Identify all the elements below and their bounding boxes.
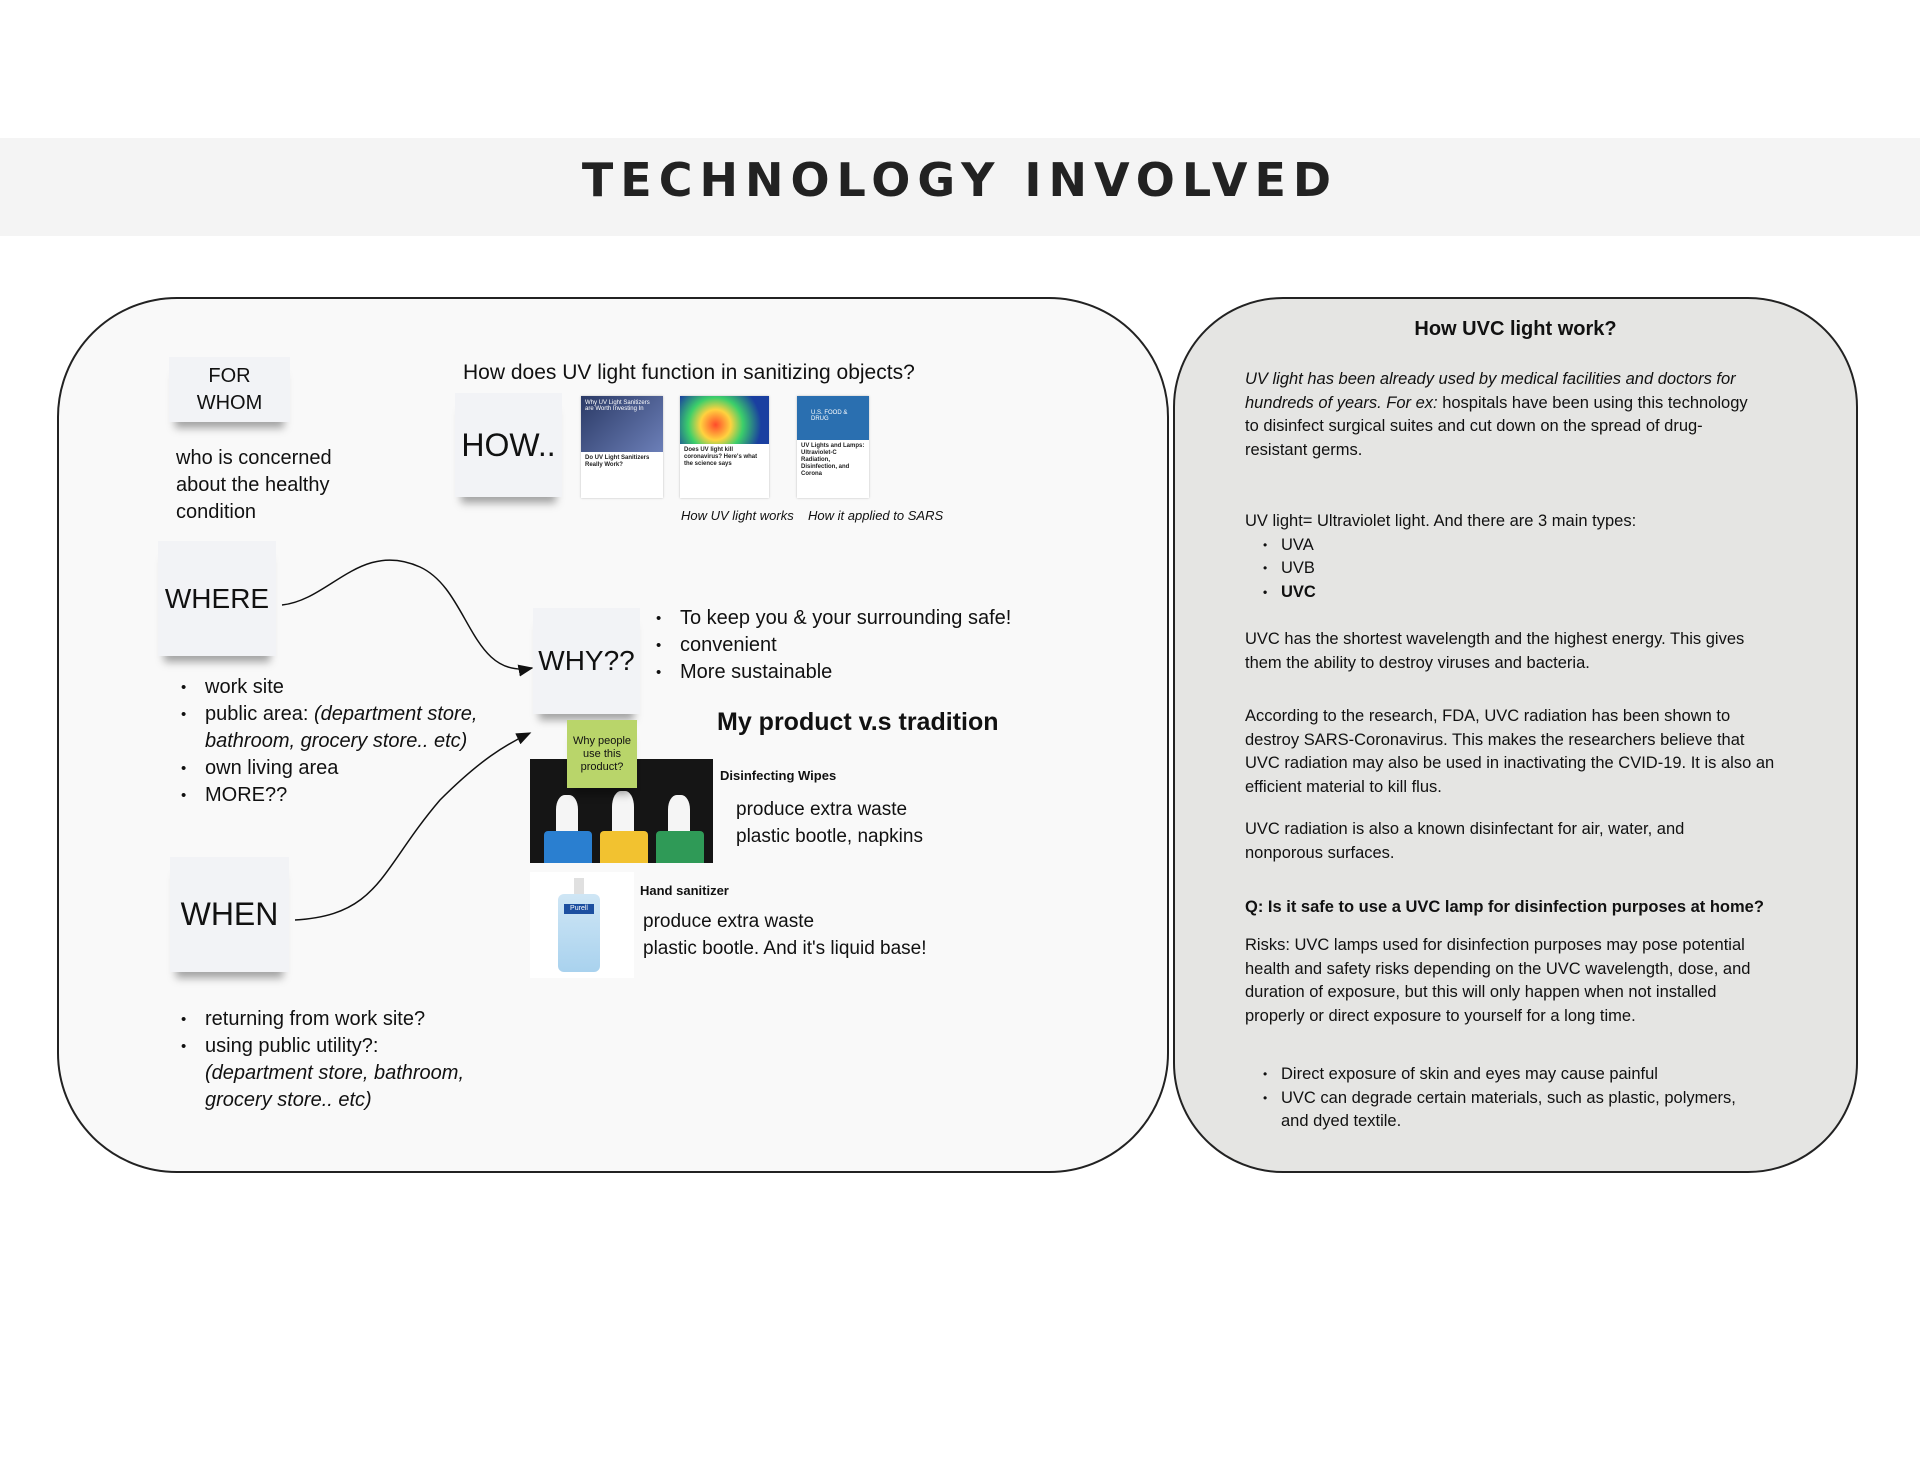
list-item: • using public utility?: (department store, bathroom, grocery store.. etc)	[205, 1033, 495, 1114]
where-list	[177, 674, 495, 809]
list-item: • UVB	[1281, 557, 1765, 581]
how-sticky: HOW..	[455, 393, 562, 497]
list-item: • To keep you & your surrounding safe!	[680, 605, 1080, 632]
how-question: How does UV light function in sanitizing objects?	[463, 361, 915, 384]
why-list	[652, 605, 1080, 686]
list-item: • UVA	[1281, 534, 1765, 558]
wipes-canister	[656, 831, 704, 863]
wipes-text: produce extra waste plastic bootle, napkins	[736, 799, 923, 847]
list-item: • UVC	[1281, 581, 1765, 605]
article-thumbnail[interactable]	[797, 396, 869, 498]
wipes-label: Disinfecting Wipes	[720, 768, 837, 783]
when-sticky: WHEN	[170, 857, 289, 972]
sanitizer-label: Hand sanitizer	[640, 883, 729, 898]
where-to-why-arrow	[282, 560, 532, 669]
list-item: • public area: (department store, bathroom, grocery store.. etc)	[205, 701, 495, 755]
where-sticky: WHERE	[158, 541, 276, 656]
article-title: Does UV light kill coronavirus? Here's what the science says	[684, 447, 758, 467]
article-title: Do UV Light Sanitizers Really Work?	[585, 455, 650, 468]
uvc-paragraph: UVC radiation is also a known disinfectant for air, water, and nonporous surfaces.	[1245, 820, 1685, 862]
safety-question: Q: Is it safe to use a UVC lamp for disinfection purposes at home?	[1245, 898, 1764, 916]
uvc-paragraph: According to the research, FDA, UVC radiation has been shown to destroy SARS-Coronavirus. This makes the researchers believe that UVC radiation may also be used in inactivating the CVID-19. It is also an efficient material to kill flus.	[1245, 707, 1775, 796]
list-item: • More sustainable	[680, 659, 1080, 686]
wipe-tissue	[668, 795, 690, 831]
uvc-types: UV light= Ultraviolet light. And there are 3 main types: • UVA • UVB • UVC	[1245, 510, 1765, 604]
article-image: U.S. FOOD & DRUG	[797, 396, 869, 440]
thumbnail-caption: How UV light works	[681, 508, 794, 523]
comparison-title: My product v.s tradition	[717, 708, 999, 736]
page-title: TECHNOLOGY INVOLVED	[581, 153, 1339, 207]
sanitizer-bottle	[558, 894, 600, 972]
uvc-panel-title: How UVC light work?	[1414, 318, 1617, 340]
list-item: • work site	[205, 674, 495, 701]
uvc-paragraph: Risks: UVC lamps used for disinfection purposes may pose potential health and safety risks depending on the UVC wavelength, dose, and duration of exposure, but this will only happen when not installed properly or direct exposure to yourself for a long time.	[1245, 936, 1751, 1025]
article-image: Why UV Light Sanitizers are Worth Investing In	[581, 396, 663, 452]
article-image	[680, 396, 769, 444]
article-thumbnail[interactable]	[581, 396, 663, 498]
list-item: • own living area	[205, 755, 495, 782]
list-item: • Direct exposure of skin and eyes may cause painful	[1281, 1063, 1765, 1087]
thumbnail-caption: How it applied to SARS	[808, 508, 944, 523]
why-people-note: Why people use this product?	[567, 720, 637, 788]
risks-list	[1245, 1063, 1765, 1134]
why-sticky: WHY??	[533, 608, 640, 714]
uvc-paragraph: UV light has been already used by medical facilities and doctors for hundreds of years. For ex: hospitals have been using this technology to disinfect surgical suites and cut down on the spread of drug-resistant germs.	[1245, 370, 1748, 459]
sanitizer-text: produce extra waste plastic bootle. And it's liquid base!	[643, 911, 927, 959]
article-title: UV Lights and Lamps: Ultraviolet-C Radiation, Disinfection, and Corona	[801, 443, 865, 477]
list-item: • convenient	[680, 632, 1080, 659]
list-item: • UVC can degrade certain materials, such as plastic, polymers, and dyed textile.	[1281, 1087, 1765, 1134]
brand-label: Purell	[564, 904, 594, 914]
uvc-paragraph: UVC has the shortest wavelength and the highest energy. This gives them the ability to destroy viruses and bacteria.	[1245, 630, 1745, 672]
when-list	[177, 1006, 495, 1114]
article-thumbnail[interactable]	[680, 396, 769, 498]
for-whom-text: who is concerned about the healthy condition	[176, 447, 332, 523]
list-item: • MORE??	[205, 782, 495, 809]
for-whom-sticky: FOR WHOM	[169, 357, 290, 422]
sanitizer-photo	[530, 872, 634, 978]
wipes-canister	[600, 831, 648, 863]
wipe-tissue	[556, 795, 578, 831]
list-item: • returning from work site?	[205, 1006, 495, 1033]
wipe-tissue	[612, 791, 634, 831]
wipes-canister	[544, 831, 592, 863]
